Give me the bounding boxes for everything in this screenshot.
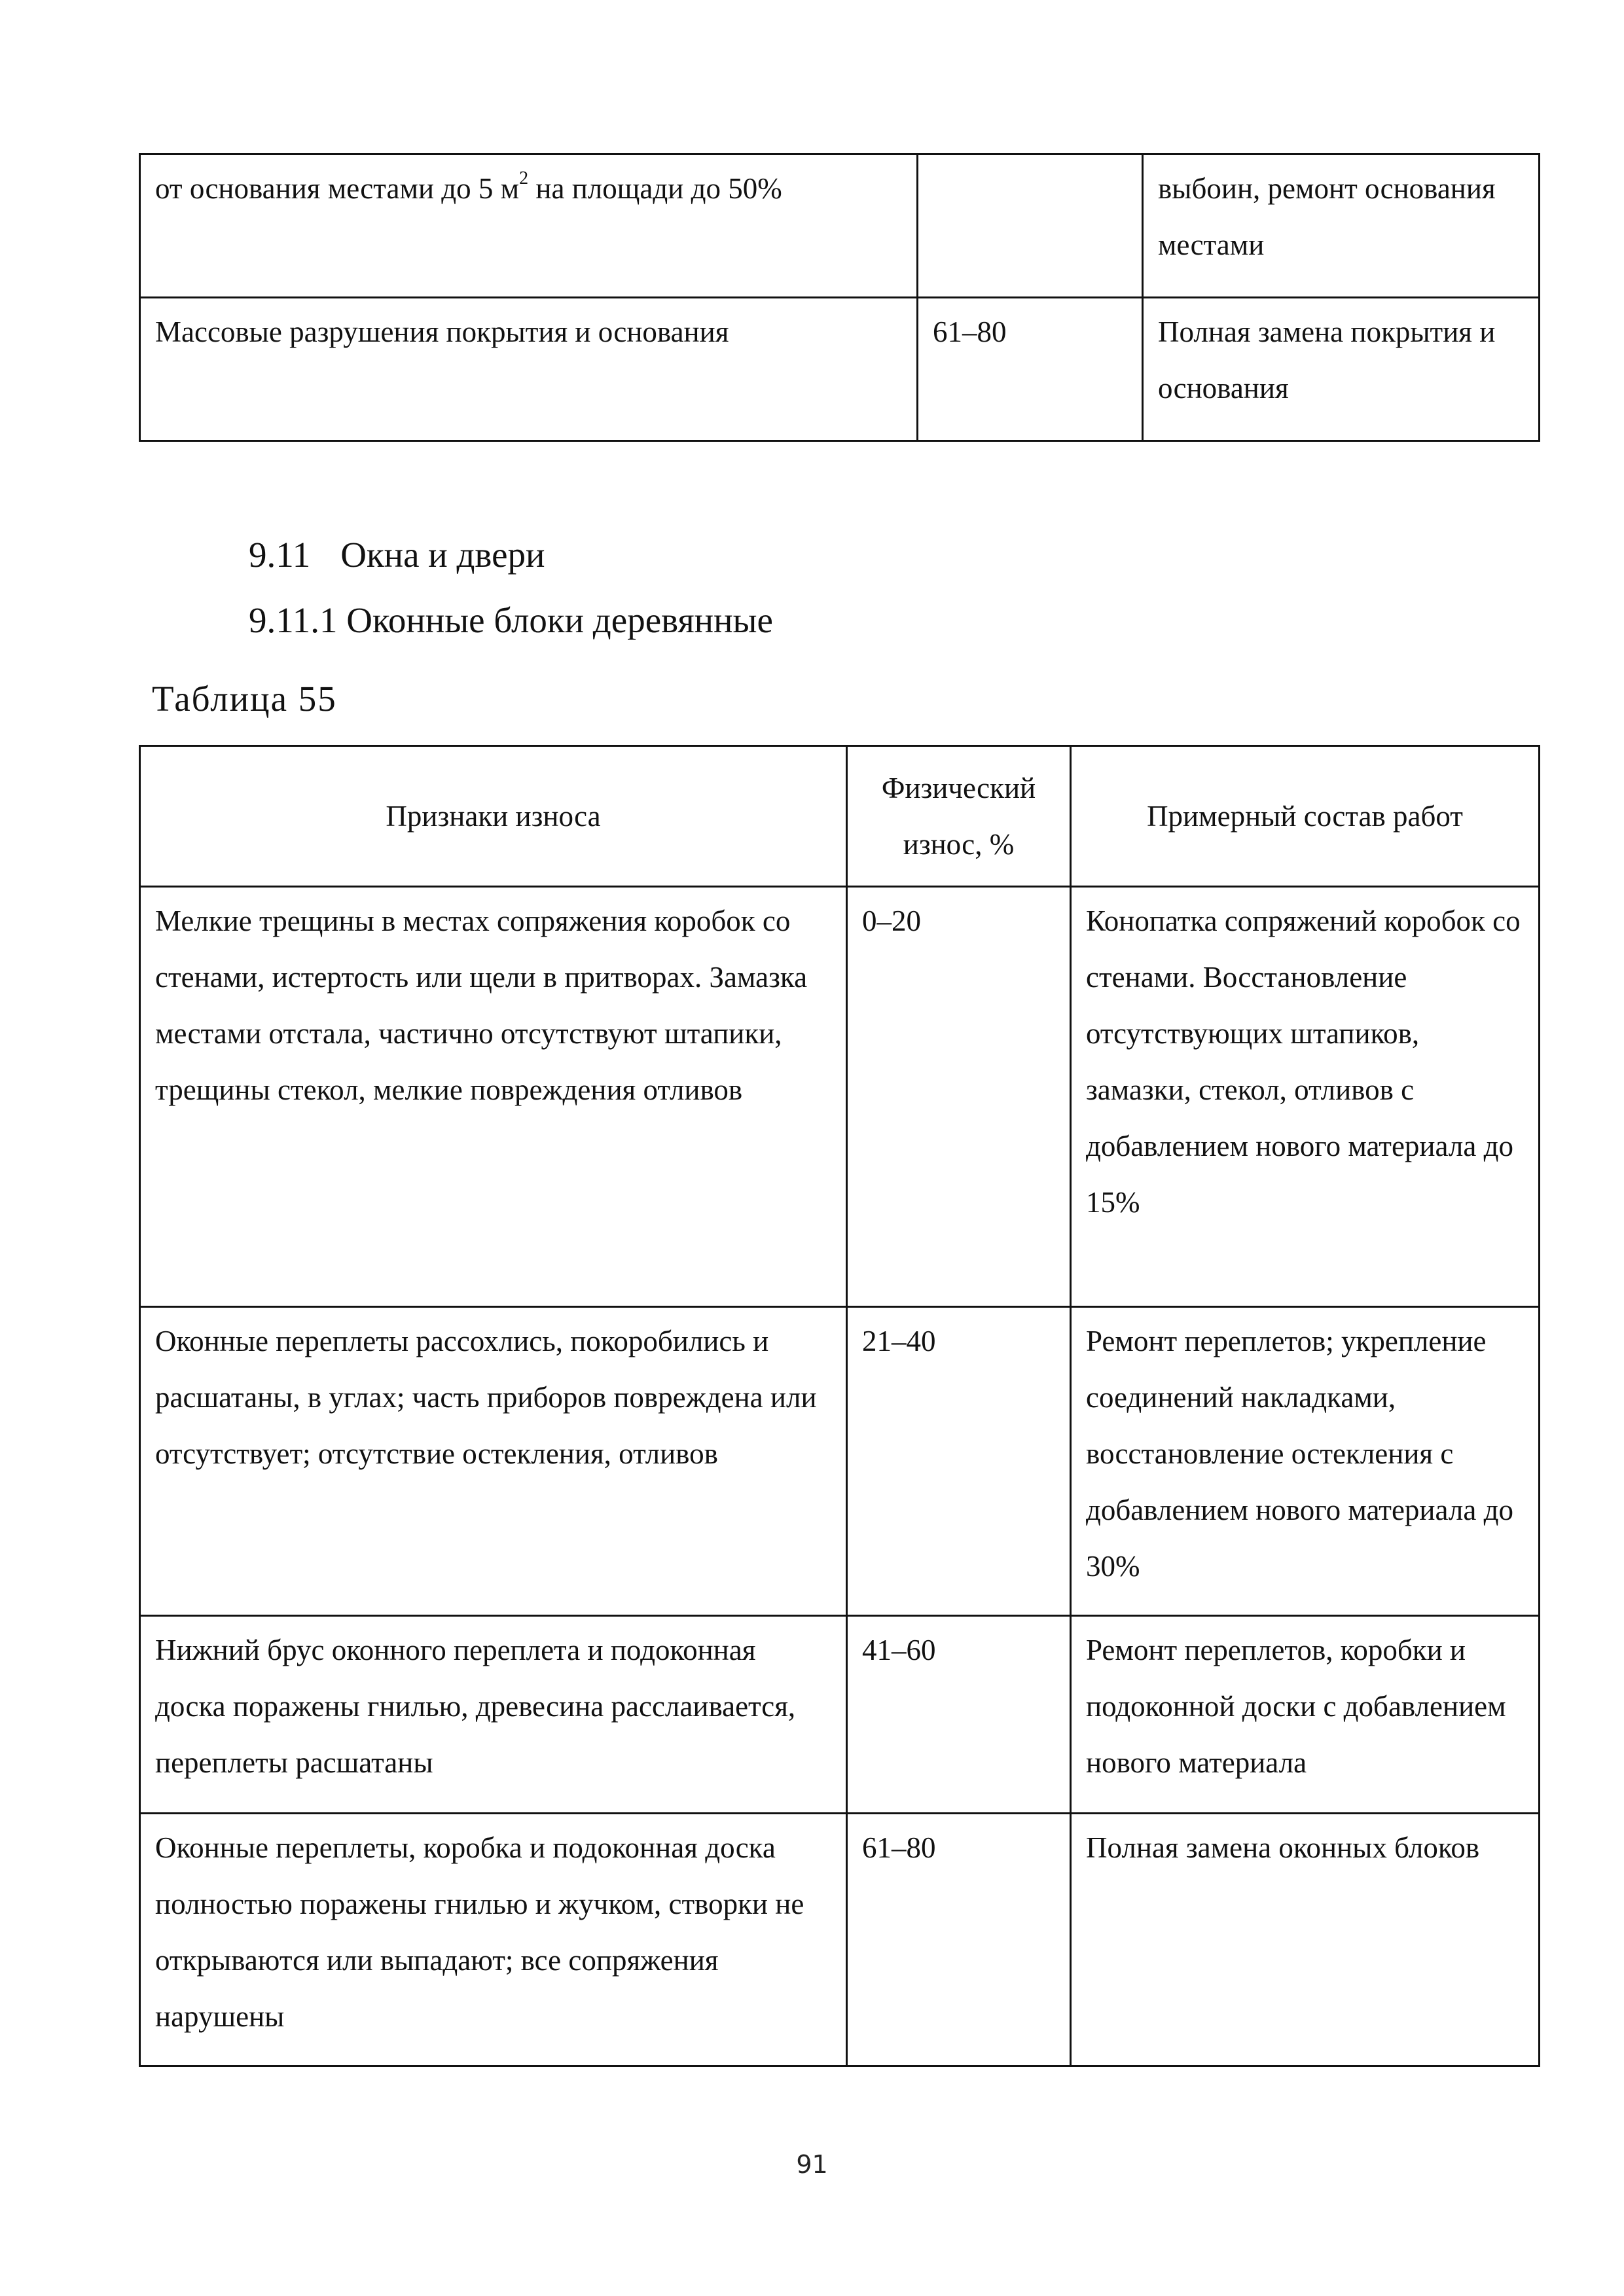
wear-percent-cell: 61–80 bbox=[847, 1814, 1071, 2066]
section-number: 9.11 bbox=[249, 535, 311, 575]
table-header-row bbox=[140, 746, 1540, 887]
table-row bbox=[140, 1307, 1540, 1616]
page-number: 91 bbox=[796, 2150, 828, 2179]
table-row bbox=[140, 154, 1540, 298]
wear-sign-cell bbox=[140, 154, 918, 298]
wear-table bbox=[139, 745, 1540, 2067]
section-title: Окна и двери bbox=[340, 535, 545, 575]
wear-percent-cell bbox=[918, 154, 1143, 298]
header-works: Примерный состав работ bbox=[1071, 746, 1540, 887]
section-heading bbox=[249, 534, 545, 576]
works-cell: выбоин, ремонт основания местами bbox=[1143, 154, 1540, 298]
wear-sign-cell: Оконные переплеты рассохлись, покоробились и расшатаны, в углах; часть приборов повреждена или отсутствует; отсутствие остекления, отливов bbox=[140, 1307, 847, 1616]
works-cell: Полная замена покрытия и основания bbox=[1143, 298, 1540, 441]
header-physical-wear bbox=[847, 746, 1071, 887]
header-wear-signs: Признаки износа bbox=[140, 746, 847, 887]
wear-sign-text-suffix: на площади до 50% bbox=[528, 172, 782, 205]
table-row bbox=[140, 298, 1540, 441]
continued-table bbox=[139, 153, 1540, 442]
table-caption: Таблица 55 bbox=[152, 679, 337, 719]
works-cell: Полная замена оконных блоков bbox=[1071, 1814, 1540, 2066]
works-cell: Конопатка сопряжений коробок со стенами. Восстановление отсутствующих штапиков, замазки, стекол, отливов с добавлением нового материала до 15% bbox=[1071, 887, 1540, 1307]
wear-percent-cell: 61–80 bbox=[918, 298, 1143, 441]
wear-sign-cell: Массовые разрушения покрытия и основания bbox=[140, 298, 918, 441]
superscript: 2 bbox=[519, 168, 529, 188]
wear-sign-cell: Нижний брус оконного переплета и подоконная доска поражены гнилью, древесина расслаивается, переплеты расшатаны bbox=[140, 1616, 847, 1814]
wear-percent-cell: 0–20 bbox=[847, 887, 1071, 1307]
header-physical-wear-line2: износ, % bbox=[903, 828, 1015, 861]
wear-percent-cell: 21–40 bbox=[847, 1307, 1071, 1616]
wear-sign-cell: Оконные переплеты, коробка и подоконная доска полностью поражены гнилью и жучком, створки не открываются или выпадают; все сопряжения нарушены bbox=[140, 1814, 847, 2066]
wear-percent-cell: 41–60 bbox=[847, 1616, 1071, 1814]
subsection-heading: 9.11.1 Оконные блоки деревянные bbox=[249, 600, 773, 640]
works-cell: Ремонт переплетов; укрепление соединений накладками, восстановление остекления с добавлением нового материала до 30% bbox=[1071, 1307, 1540, 1616]
table-row bbox=[140, 1814, 1540, 2066]
header-physical-wear-line1: Физический bbox=[881, 772, 1036, 804]
works-cell: Ремонт переплетов, коробки и подоконной доски с добавлением нового материала bbox=[1071, 1616, 1540, 1814]
table-row bbox=[140, 1616, 1540, 1814]
wear-sign-text: от основания местами до 5 м bbox=[155, 172, 520, 205]
table-row bbox=[140, 887, 1540, 1307]
wear-sign-cell: Мелкие трещины в местах сопряжения коробок со стенами, истертость или щели в притворах. Замазка местами отстала, частично отсутствуют штапики, трещины стекол, мелкие повреждения отливов bbox=[140, 887, 847, 1307]
